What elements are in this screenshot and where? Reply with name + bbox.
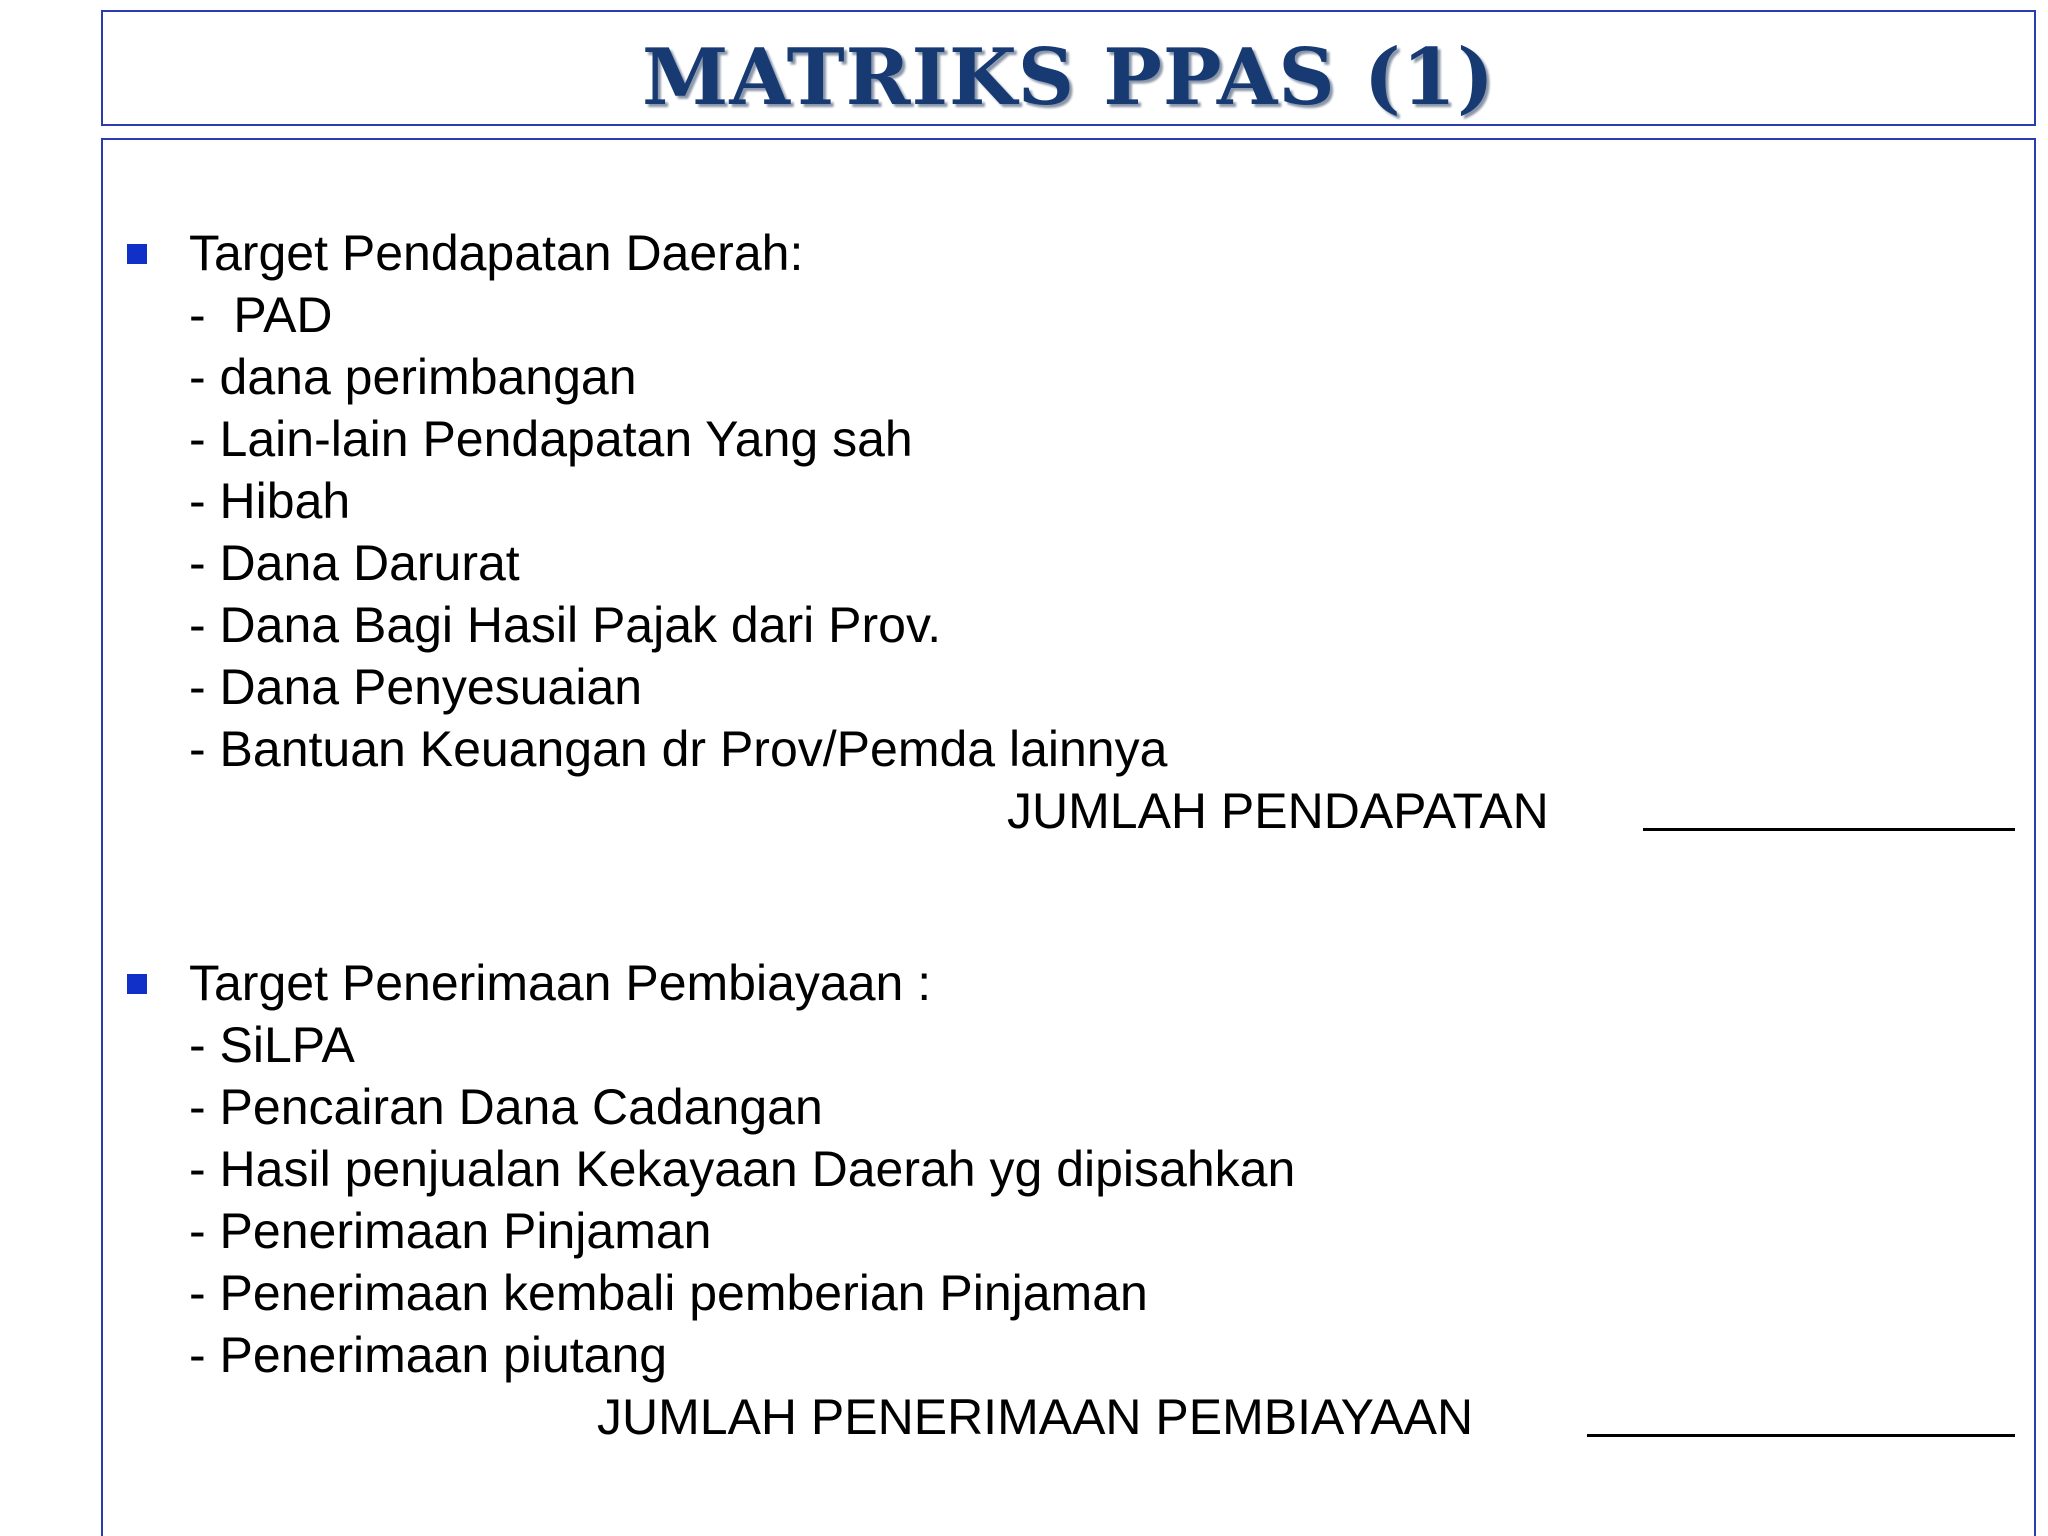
list-item: - Dana Bagi Hasil Pajak dari Prov.: [189, 597, 942, 653]
total-label-pembiayaan: JUMLAH PENERIMAAN PEMBIAYAAN: [597, 1389, 1474, 1445]
bullet-square-icon: [127, 974, 147, 994]
section-heading: Target Pendapatan Daerah:: [189, 225, 804, 281]
total-blank-line-pembiayaan: [1587, 1434, 2015, 1437]
list-item: - Penerimaan piutang: [189, 1327, 668, 1383]
pembiayaan-list: [189, 952, 1295, 1386]
list-item: - Lain-lain Pendapatan Yang sah: [189, 411, 913, 467]
list-item: - Penerimaan kembali pemberian Pinjaman: [189, 1265, 1148, 1321]
list-item: - Pencairan Dana Cadangan: [189, 1079, 823, 1135]
list-item: - Bantuan Keuangan dr Prov/Pemda lainnya: [189, 721, 1168, 777]
section-heading: Target Penerimaan Pembiayaan :: [189, 955, 932, 1011]
list-item: - Hasil penjualan Kekayaan Daerah yg dipisahkan: [189, 1141, 1296, 1197]
pendapatan-list: [189, 222, 1167, 780]
list-item: - Penerimaan Pinjaman: [189, 1203, 712, 1259]
total-blank-line-pendapatan: [1643, 828, 2015, 831]
list-item: - PAD: [189, 287, 333, 343]
total-label-pendapatan: JUMLAH PENDAPATAN: [1007, 783, 1549, 839]
bullet-square-icon: [127, 244, 147, 264]
list-item: - Hibah: [189, 473, 351, 529]
list-item: - Dana Darurat: [189, 535, 520, 591]
list-item: - Dana Penyesuaian: [189, 659, 643, 715]
title-box: [101, 10, 2036, 126]
content-box: [101, 138, 2036, 1536]
list-item: - SiLPA: [189, 1017, 355, 1073]
page-title: MATRIKS PPAS (1): [642, 32, 1495, 123]
list-item: - dana perimbangan: [189, 349, 637, 405]
